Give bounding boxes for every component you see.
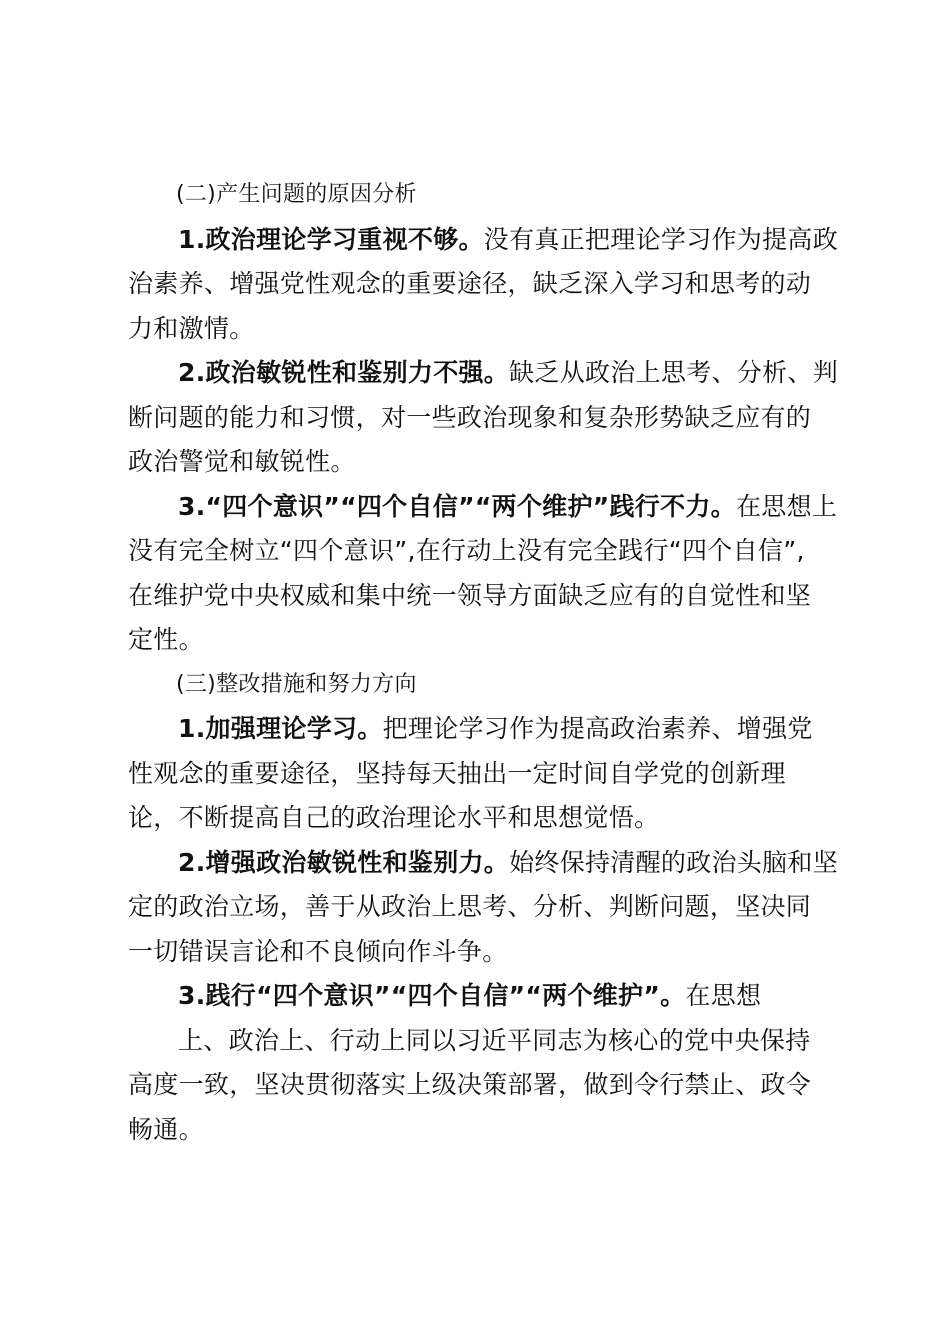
measure-item-1-lead: 1.加强理论学习。: [178, 714, 383, 743]
cause-item-1-line-3: 力和激情。: [128, 313, 255, 343]
measure-item-3: [128, 974, 840, 1152]
cause-item-2-line-3: 政治警觉和敏锐性。: [128, 447, 356, 476]
measure-item-3-lead: 3.践行“四个意识”“四个自信”“两个维护”。: [178, 981, 686, 1010]
measure-item-1-line-1: 把理论学习作为提高政治素养、增强党: [382, 714, 813, 743]
cause-item-3-line-4: 定性。: [128, 625, 204, 654]
cause-item-3-line-2: 没有完全树立“四个意识”,在行动上没有完全践行“四个自信”,: [128, 536, 805, 565]
cause-item-3: [128, 485, 840, 663]
cause-item-1-lead: 1.政治理论学习重视不够。: [178, 224, 484, 254]
measure-item-2-line-3: 一切错误言论和不良倾向作斗争。: [128, 936, 508, 966]
measure-item-3-line-1: 在思想: [685, 981, 762, 1010]
cause-item-3-line-3: 在维护党中央权威和集中统一领导方面缺乏应有的自觉性和坚: [128, 580, 812, 610]
measure-item-1-line-3: 论，不断提高自己的政治理论水平和思想觉悟。: [128, 803, 660, 832]
measure-item-3-line-2: 上、政治上、行动上同以习近平同志为核心的党中央保持: [178, 1025, 811, 1055]
measure-item-2-line-1: 始终保持清醒的政治头脑和坚: [509, 847, 838, 877]
section-heading-measures: (三)整改措施和努力方向: [176, 671, 417, 697]
measure-item-2-line-2: 定的政治立场，善于从政治上思考、分析、判断问题，坚决同: [128, 892, 812, 921]
cause-item-2-line-1: 缺乏从政治上思考、分析、判: [509, 358, 838, 387]
cause-item-1: [128, 218, 840, 352]
cause-item-2-line-2: 断问题的能力和习惯，对一些政治现象和复杂形势缺乏应有的: [128, 402, 812, 432]
measure-item-2: [128, 841, 840, 975]
measure-item-1: [128, 707, 840, 841]
cause-item-2-lead: 2.政治敏锐性和鉴别力不强。: [178, 358, 510, 387]
measure-item-2-lead: 2.增强政治敏锐性和鉴别力。: [178, 847, 510, 877]
cause-item-2: [128, 351, 840, 485]
document-body: [128, 173, 840, 1152]
cause-item-3-lead: 3.“四个意识”“四个自信”“两个维护”践行不力。: [178, 491, 736, 521]
section-heading-causes: (二)产生问题的原因分析: [176, 182, 417, 207]
cause-item-3-line-1: 在思想上: [735, 491, 838, 521]
measure-item-3-line-3: 高度一致，坚决贯彻落实上级决策部署，做到令行禁止、政令: [128, 1070, 812, 1099]
cause-item-1-line-2: 治素养、增强党性观念的重要途径，缺乏深入学习和思考的动: [128, 269, 812, 298]
measure-item-1-line-2: 性观念的重要途径，坚持每天抽出一定时间自学党的创新理: [128, 758, 786, 788]
cause-item-1-line-1: 没有真正把理论学习作为提高政: [483, 224, 838, 254]
measure-item-3-line-4: 畅通。: [128, 1114, 204, 1144]
